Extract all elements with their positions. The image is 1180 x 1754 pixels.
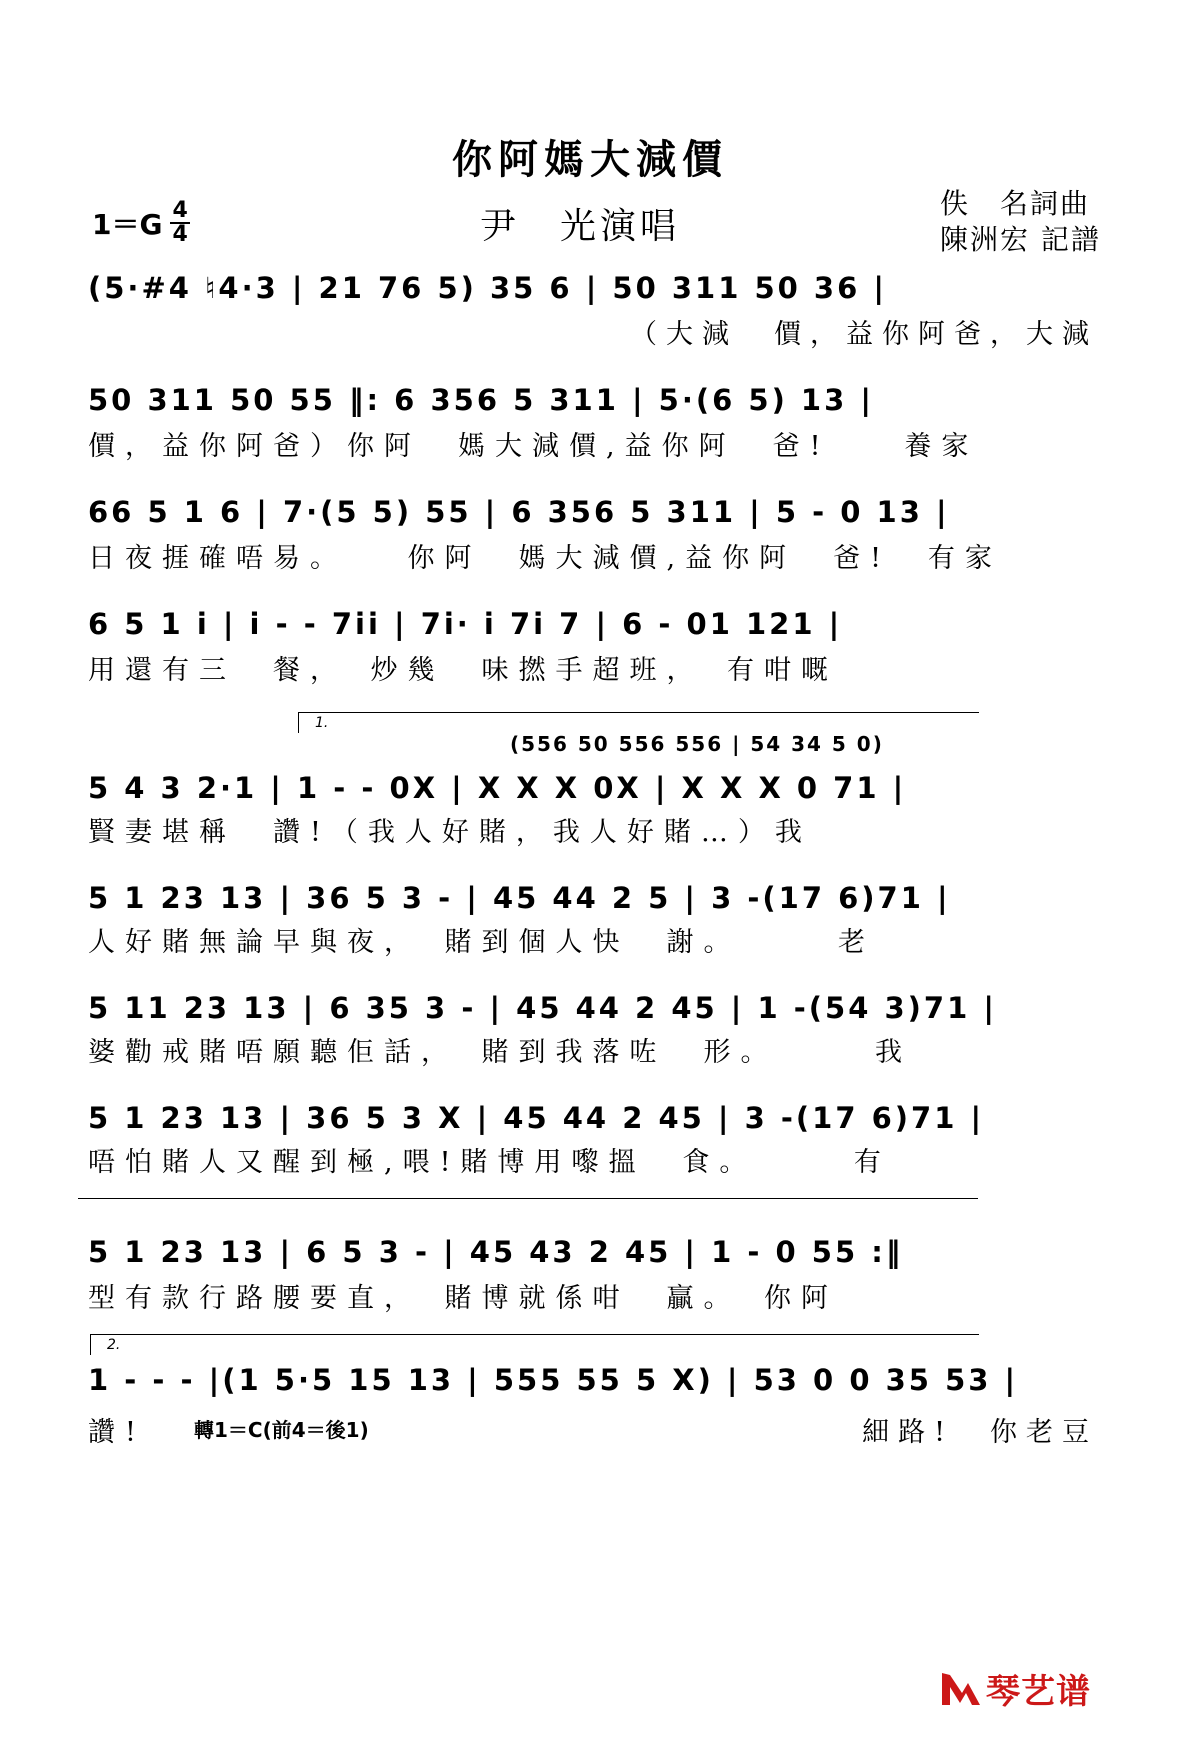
notation: 5 1 23 13 | 36 5 3 - | 45 44 2 5 | 3 -(17 6)71 | [88, 881, 951, 915]
notation: 6 5 1 i | i - - 7ii | 7i· i 7i 7 | 6 - 01 121 | [88, 607, 843, 641]
notation: 5 4 3 2·1 | 1 - - 0X | X X X 0X | X X X 0 71 | [88, 771, 907, 805]
watermark-logo [938, 1664, 1091, 1713]
lyric: 日夜捱確唔易。 你阿 媽大減價,益你阿 爸! 有家 [88, 543, 1002, 574]
singer-credit: 尹 光演唱 [480, 206, 681, 247]
volta-1-bracket [298, 712, 979, 733]
notation: (5·#4 ♮4·3 | 21 76 5) 35 6 | 50 311 50 36 | [88, 271, 887, 305]
transcriber-credit: 陳洲宏 記譜 [940, 223, 1101, 256]
lyric: 婆勸戒賭唔願聽佢話， 賭到我落咗 形。 我 [88, 1037, 912, 1068]
volta-2-bracket [90, 1334, 979, 1355]
song-title: 你阿媽大減價 [452, 136, 728, 183]
lyric: 價，益你阿爸）你阿 媽大減價,益你阿 爸! 養家 [88, 431, 979, 462]
key-signature [92, 200, 190, 246]
time-signature [170, 200, 189, 246]
lyric: 用還有三 餐， 炒幾 味撚手超班， 有咁嘅 [88, 655, 838, 686]
lyric: 唔怕賭人又醒到極,喂!賭博用嚟搵 食。 有 [88, 1147, 891, 1178]
key-change-note: 轉1＝C(前4＝後1) [194, 1418, 369, 1442]
brand-name: 琴艺谱 [986, 1672, 1091, 1712]
lyric-right: 細路! 你老豆 [862, 1417, 1098, 1448]
notation: 66 5 1 6 | 7·(5 5) 55 | 6 356 5 311 | 5 - 0 13 | [88, 495, 950, 529]
time-top: 4 [172, 198, 188, 223]
key-label: 1＝G [92, 208, 163, 241]
notation: 5 11 23 13 | 6 35 3 - | 45 44 2 45 | 1 -(54 3)71 | [88, 991, 997, 1025]
lyric: 人好賭無論早與夜， 賭到個人快 謝。 老 [88, 927, 875, 958]
notation: 5 1 23 13 | 6 5 3 - | 45 43 2 45 | 1 - 0 55 :‖ [88, 1235, 904, 1269]
lyric: （大減 價，益你阿爸，大減 [630, 319, 1098, 350]
lyric: 賢妻堪稱 讚!（我人好賭，我人好賭…）我 [88, 817, 812, 848]
lyric: 型有款行路腰要直， 賭博就係咁 贏。 你阿 [88, 1283, 838, 1314]
brand-mark-icon [938, 1669, 982, 1709]
composer-credit: 佚 名詞曲 [940, 187, 1091, 220]
percussion-pattern: (556 50 556 556 | 54 34 5 0) [510, 732, 884, 756]
notation: 5 1 23 13 | 36 5 3 X | 45 44 2 45 | 3 -(17 6)71 | [88, 1101, 985, 1135]
section-rule [78, 1198, 978, 1199]
notation: 50 311 50 55 ‖: 6 356 5 311 | 5·(6 5) 13 | [88, 383, 874, 417]
volta-1-label: 1. [315, 715, 329, 731]
notation: 1 - - - |(1 5·5 15 13 | 555 55 5 X) | 53 0 0 35 53 | [88, 1363, 1019, 1397]
lyric-left: 讚! [88, 1417, 146, 1448]
time-bottom: 4 [172, 222, 188, 247]
volta-2-label: 2. [107, 1337, 121, 1353]
